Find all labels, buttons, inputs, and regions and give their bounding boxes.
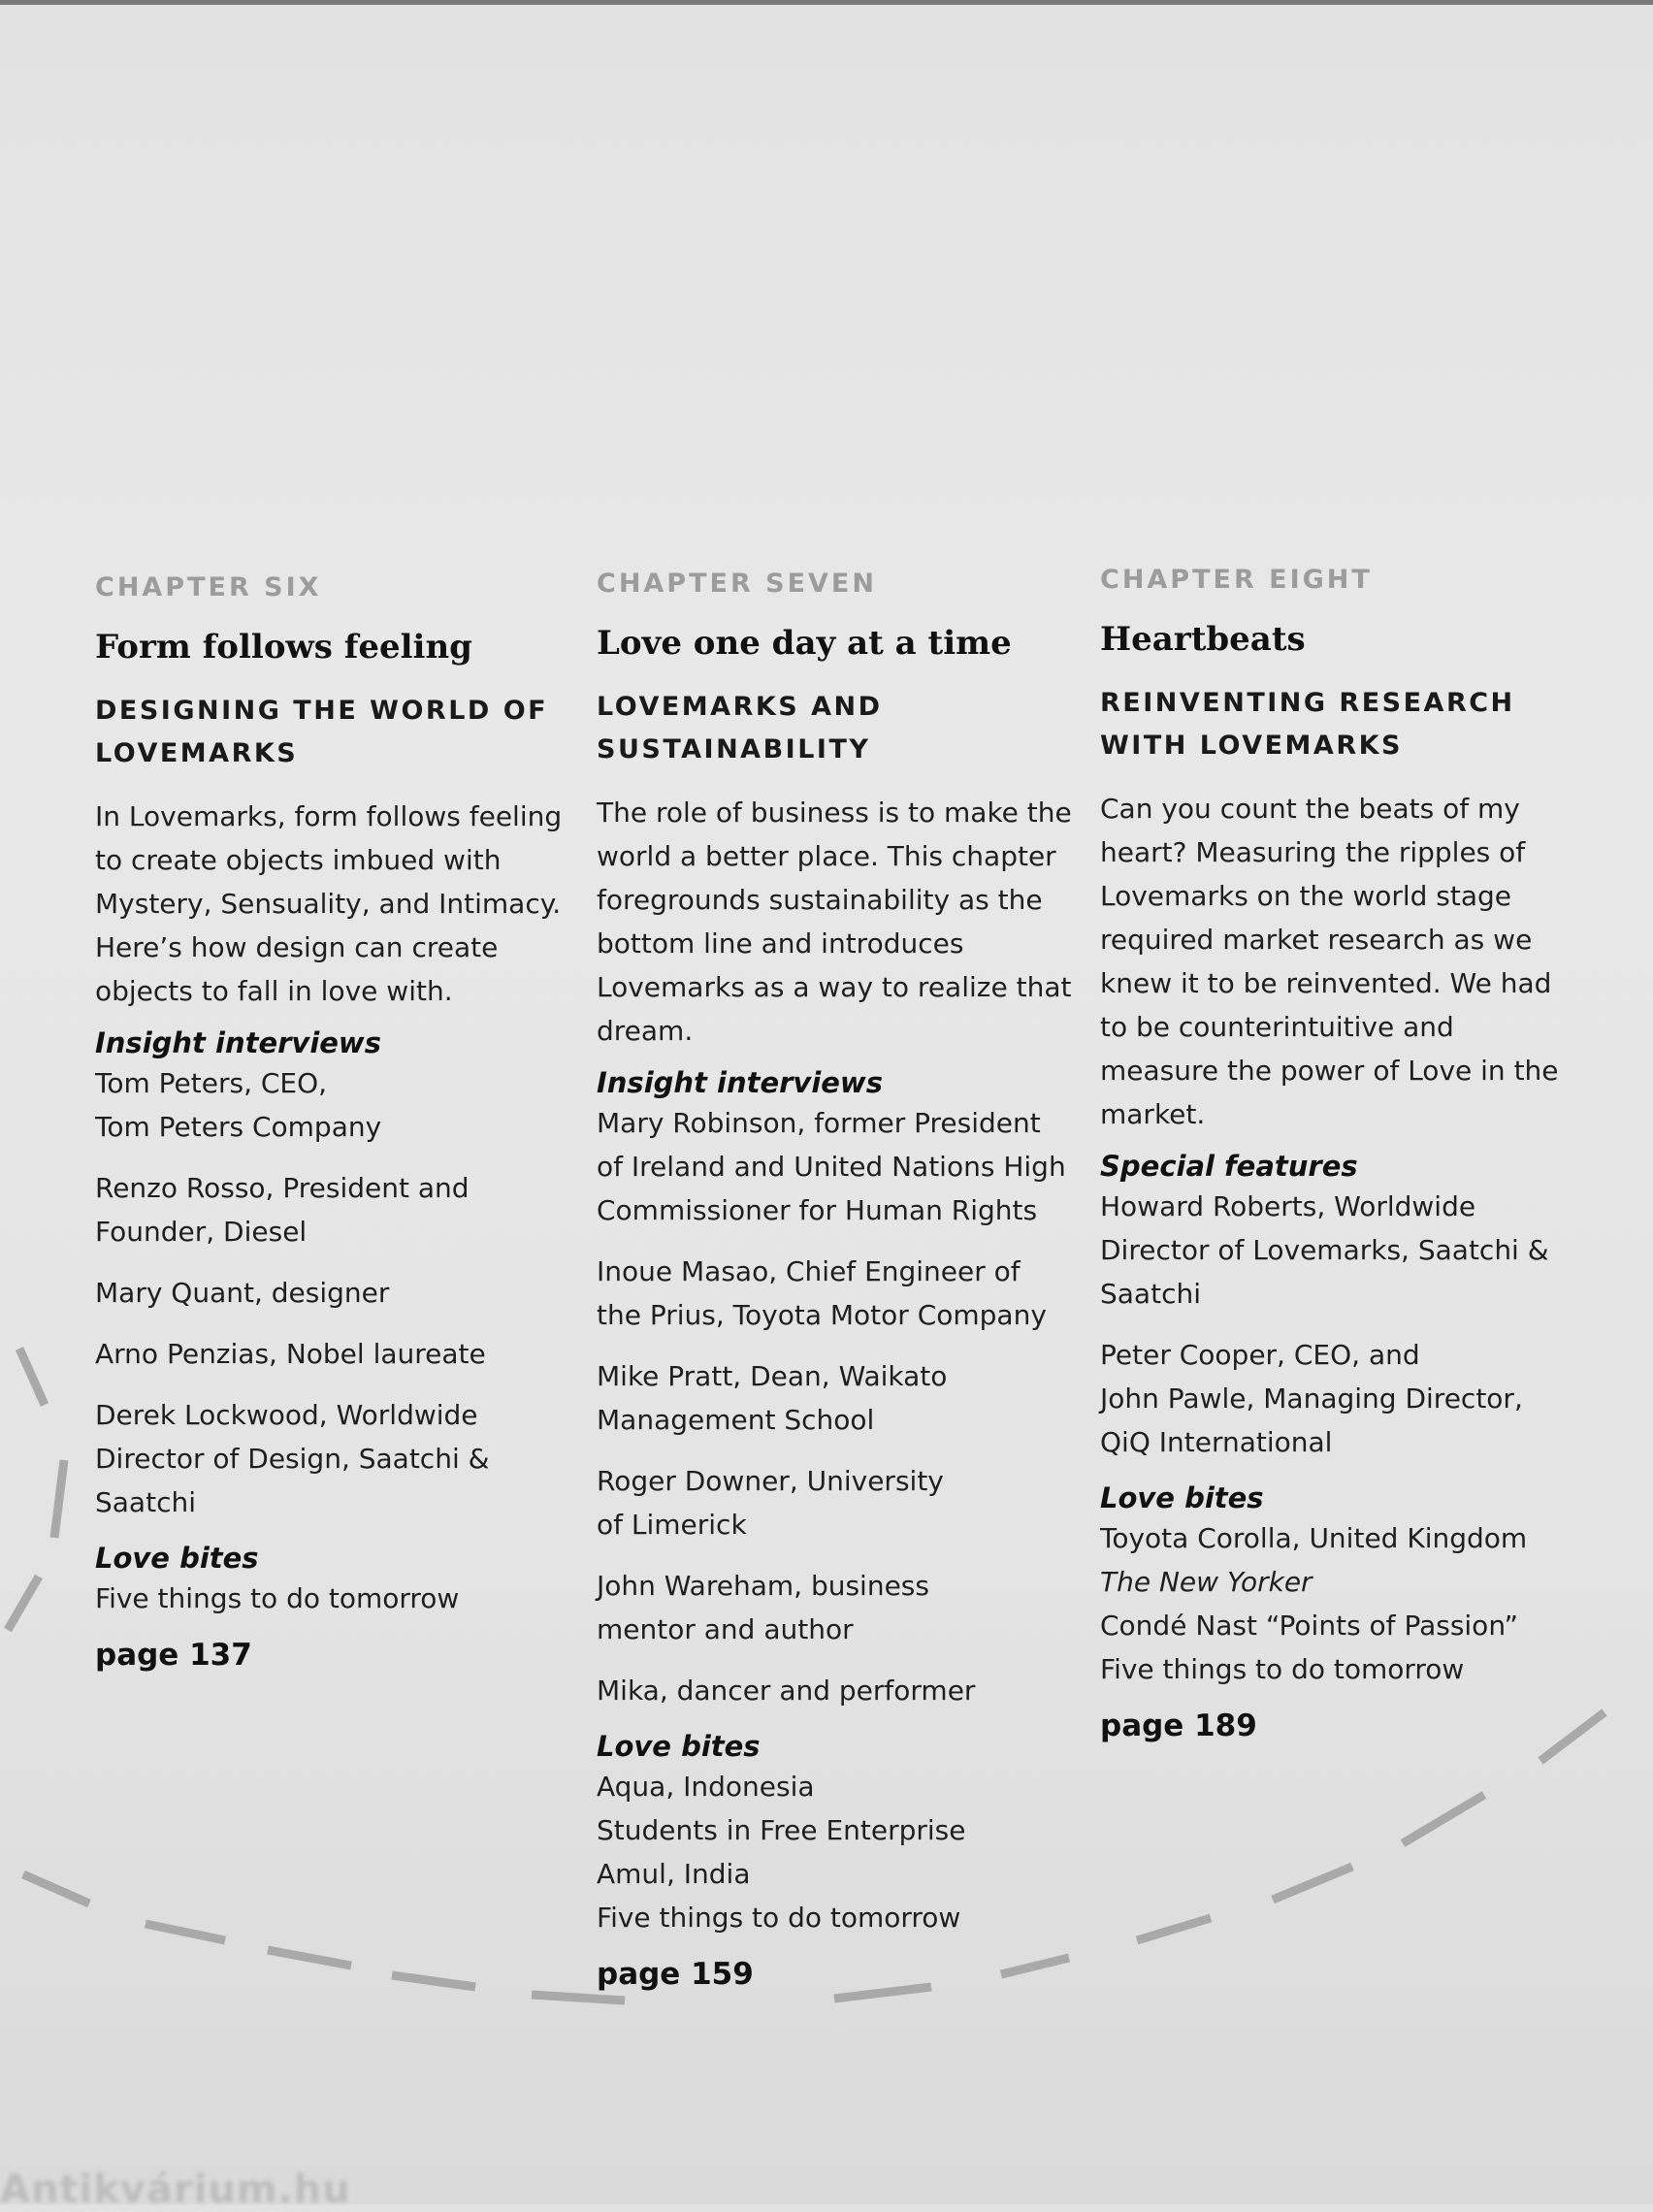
watermark: Antikvárium.hu (0, 2167, 351, 2212)
interview-entry: Mary Robinson, former President of Ireland and United Nations High Commissioner for Human Rights (597, 1107, 1066, 1226)
love-bites-list (597, 1765, 1072, 1939)
love-bite-item: Toyota Corolla, United Kingdom (1100, 1522, 1528, 1554)
feature-entry: Peter Cooper, CEO, and John Pawle, Managing Director, QiQ International (1100, 1339, 1523, 1458)
page-reference: page 189 (1100, 1708, 1257, 1743)
chapter-label: CHAPTER SIX (95, 572, 322, 602)
love-bite-item: Aqua, Indonesia (597, 1771, 815, 1803)
feature-entry: Howard Roberts, Worldwide Director of Lovemarks, Saatchi & Saatchi (1100, 1190, 1549, 1310)
chapter-subtitle: DESIGNING THE WORLD OF LOVEMARKS (95, 696, 549, 768)
love-bites-list (1100, 1516, 1575, 1691)
chapter-subtitle: REINVENTING RESEARCH WITH LOVEMARKS (1100, 688, 1515, 761)
interview-entry: Roger Downer, University of Limerick (597, 1465, 944, 1541)
curve-dash (392, 1975, 475, 1987)
interview-entry: Mary Quant, designer (95, 1277, 390, 1309)
section-heading: Love bites (1100, 1481, 1264, 1514)
curve-dash (54, 1460, 64, 1538)
love-bite-item: Condé Nast “Points of Passion” (1100, 1610, 1519, 1642)
section-heading: Love bites (597, 1730, 761, 1763)
chapter-intro: In Lovemarks, form follows feeling to create objects imbued with Mystery, Sensuality, and Intimacy. Here’s how design can create objects to fall in love with. (95, 800, 563, 1007)
interview-entry: Derek Lockwood, Worldwide Director of Design, Saatchi & Saatchi (95, 1399, 490, 1518)
chapter-eight-column (1100, 565, 1575, 1743)
love-bites-list (95, 1577, 570, 1620)
interview-entry: John Wareham, business mentor and author (597, 1570, 929, 1645)
chapter-subtitle: LOVEMARKS AND SUSTAINABILITY (597, 692, 883, 764)
love-bite-item: Five things to do tomorrow (1100, 1653, 1465, 1685)
curve-dash (146, 1924, 225, 1940)
section-heading: Insight interviews (597, 1066, 883, 1099)
curve-dash (19, 1349, 45, 1405)
interview-entry: Tom Peters, CEO, Tom Peters Company (95, 1067, 382, 1143)
love-bite-item: Students in Free Enterprise (597, 1814, 966, 1846)
interview-entry: Mika, dancer and performer (597, 1675, 976, 1707)
page-reference: page 137 (95, 1638, 252, 1673)
curve-dash (1273, 1867, 1352, 1900)
interview-entry: Renzo Rosso, President and Founder, Diesel (95, 1172, 470, 1248)
love-bite-item: Amul, India (597, 1858, 751, 1890)
curve-dash (268, 1950, 351, 1966)
chapter-title: Form follows feeling (95, 628, 472, 667)
curve-dash (532, 1995, 625, 2001)
page-reference: page 159 (597, 1957, 754, 1992)
interview-entry: Arno Penzias, Nobel laureate (95, 1338, 486, 1370)
love-bite-item: The New Yorker (1100, 1566, 1313, 1598)
chapter-intro: Can you count the beats of my heart? Measuring the ripples of Lovemarks on the world stage required market research as we knew it to be reinvented. We had to be counterintuitive and measure the power of Love in the market. (1100, 793, 1559, 1130)
interview-entry: Inoue Masao, Chief Engineer of the Prius, Toyota Motor Company (597, 1255, 1047, 1331)
chapter-title: Heartbeats (1100, 620, 1306, 659)
chapter-seven-column (597, 569, 1072, 1992)
curve-dash (8, 1577, 39, 1630)
curve-dash (23, 1874, 89, 1903)
section-heading: Insight interviews (95, 1026, 381, 1059)
chapter-label: CHAPTER EIGHT (1100, 565, 1373, 595)
interview-entry: Mike Pratt, Dean, Waikato Management School (597, 1360, 948, 1436)
chapter-title: Love one day at a time (597, 624, 1012, 663)
chapter-six-column (95, 572, 570, 1673)
chapter-label: CHAPTER SEVEN (597, 569, 877, 599)
love-bite-item: Five things to do tomorrow (95, 1582, 460, 1614)
curve-dash (1137, 1918, 1211, 1940)
curve-dash (1403, 1795, 1484, 1843)
love-bite-item: Five things to do tomorrow (597, 1902, 961, 1934)
chapter-intro: The role of business is to make the world a better place. This chapter foregrounds sustainability as the bottom line and introduces Lovemarks as a way to realize that dream. (597, 797, 1072, 1047)
section-heading: Love bites (95, 1542, 259, 1575)
section-heading: Special features (1100, 1150, 1358, 1183)
